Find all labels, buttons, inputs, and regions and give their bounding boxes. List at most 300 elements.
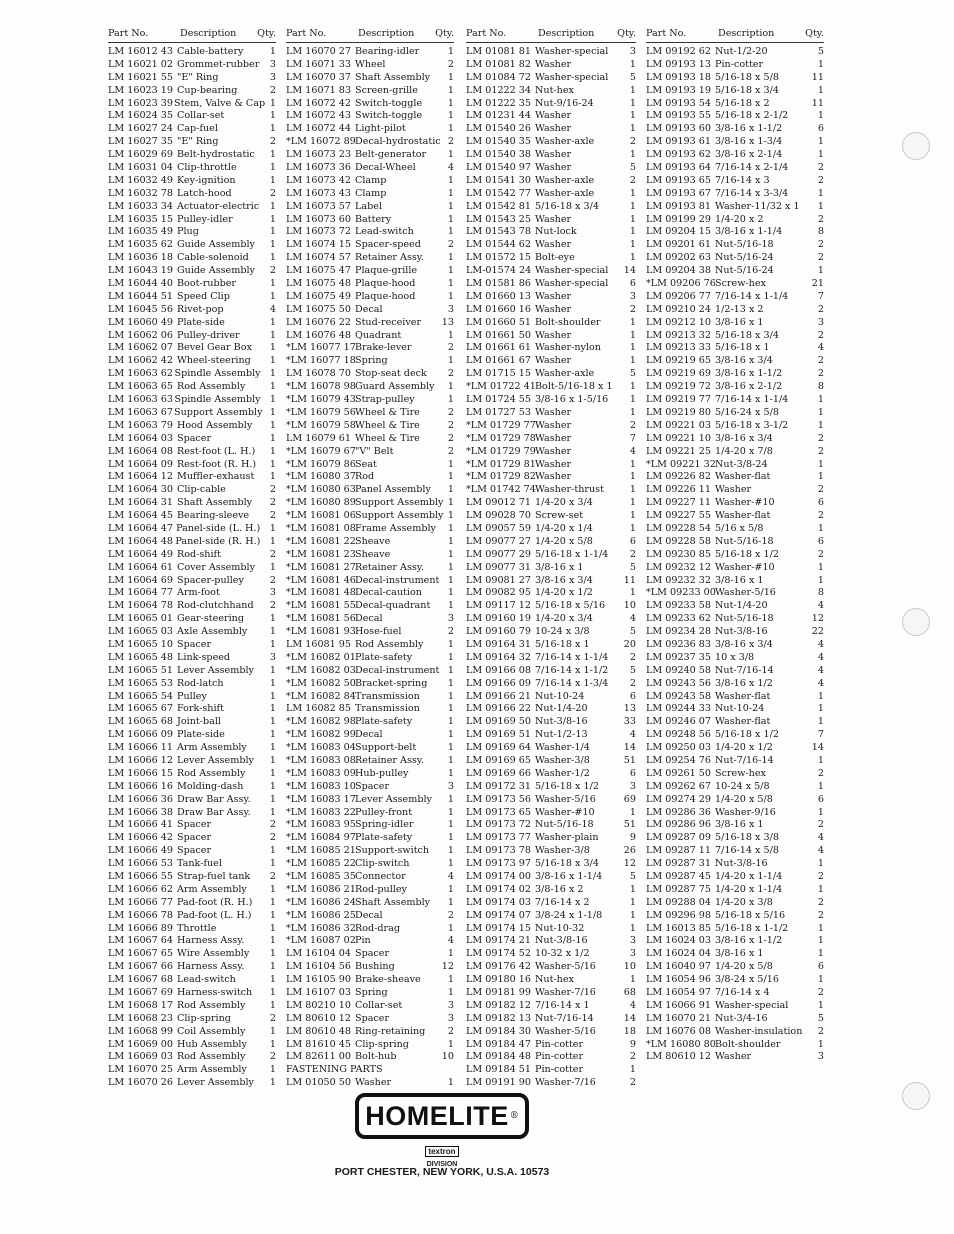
part-description: Cable-solenoid: [177, 252, 249, 264]
part-number: LM 16027 24: [108, 123, 174, 135]
part-number: LM 09206 77: [646, 290, 712, 302]
header-qty: Qty.: [435, 28, 454, 39]
part-number: LM 16071 33: [286, 58, 352, 70]
part-qty: 1: [817, 58, 824, 70]
part-number: LM 16068 99: [108, 1025, 174, 1037]
part-row: [646, 304, 824, 317]
part-number: *LM 16082 84: [286, 690, 356, 702]
part-row: [646, 910, 824, 923]
part-row: [286, 304, 454, 317]
part-number: LM 09193 65: [646, 174, 712, 186]
part-qty: 13: [441, 316, 454, 328]
part-number: LM 16065 68: [108, 716, 174, 728]
part-description: "E" Ring: [177, 136, 219, 148]
part-qty: 14: [623, 265, 636, 277]
part-description: Washer-5/16: [535, 793, 596, 805]
part-description: Pulley: [177, 690, 207, 702]
part-qty: 1: [629, 406, 636, 418]
part-qty: 1: [269, 329, 276, 341]
part-row: [466, 484, 636, 497]
part-qty: 10: [623, 600, 636, 612]
part-qty: 6: [629, 690, 636, 702]
part-qty: 1: [447, 84, 454, 96]
part-number: LM 09201 61: [646, 239, 712, 251]
part-qty: 2: [629, 303, 636, 315]
part-number: *LM 16079 58: [286, 419, 356, 431]
part-description: Strap-pulley: [355, 394, 415, 406]
part-description: Collar-set: [177, 110, 225, 122]
part-description: Arm Assembly: [177, 1064, 247, 1076]
part-number: *LM 16081 56: [286, 613, 356, 625]
part-number: *LM 16083 17: [286, 793, 356, 805]
part-qty: 6: [629, 535, 636, 547]
part-description: Nut-5/16-24: [715, 252, 774, 264]
part-number: LM 16035 15: [108, 213, 174, 225]
part-description: 1/4-20 x 5/8: [535, 535, 593, 547]
part-number: LM 01660 16: [466, 303, 532, 315]
part-row: [646, 497, 824, 510]
part-row: [286, 665, 454, 678]
part-qty: 1: [817, 999, 824, 1011]
part-qty: 3: [269, 58, 276, 70]
part-description: Rod-shift: [177, 548, 221, 560]
part-number: LM 16070 37: [286, 71, 352, 83]
part-number: LM 16067 64: [108, 935, 174, 947]
part-row: [286, 201, 454, 214]
part-row: [646, 768, 824, 781]
part-qty: 2: [817, 432, 824, 444]
part-number: LM 09274 29: [646, 793, 712, 805]
part-row: [646, 1039, 824, 1052]
part-description: 3/8-16 x 2-1/2: [715, 381, 783, 393]
part-number: LM 16021 55: [108, 71, 174, 83]
part-number: LM 09254 76: [646, 754, 712, 766]
part-description: Nut-hex: [535, 974, 574, 986]
part-description: Bolt-shoulder: [715, 1038, 781, 1050]
part-row: [646, 291, 824, 304]
part-qty: 22: [811, 626, 824, 638]
part-description: 1/4-20 x 3/4: [535, 497, 593, 509]
part-description: Clamp: [355, 187, 387, 199]
part-number: LM 09287 09: [646, 832, 712, 844]
part-qty: 8: [817, 381, 824, 393]
part-number: LM 16082 85: [286, 703, 352, 715]
part-number: LM 09243 56: [646, 677, 712, 689]
part-row: [646, 278, 824, 291]
part-number: LM 09213 33: [646, 342, 712, 354]
part-row: [286, 884, 454, 897]
part-qty: 1: [269, 471, 276, 483]
header-qty: Qty.: [257, 28, 276, 39]
part-row: [286, 987, 454, 1000]
part-row: [466, 923, 636, 936]
part-number: LM 09287 45: [646, 871, 712, 882]
part-qty: 1: [817, 716, 824, 728]
part-number: *LM 16083 10: [286, 780, 356, 792]
part-number: *LM 16086 25: [286, 909, 356, 921]
part-number: LM 09226 82: [646, 471, 712, 483]
part-row: [646, 523, 824, 536]
part-number: LM 09028 70: [466, 510, 532, 522]
part-number: LM 09173 77: [466, 832, 532, 844]
part-row: [466, 85, 636, 98]
part-description: Washer: [535, 471, 572, 483]
part-description: Decal-caution: [355, 587, 422, 599]
part-row: [108, 46, 276, 59]
part-qty: 2: [447, 239, 454, 251]
part-row: [286, 935, 454, 948]
part-qty: 5: [817, 1012, 824, 1024]
part-number: *LM 16079 67: [286, 445, 356, 457]
part-row: [286, 1039, 454, 1052]
part-description: Strap-fuel tank: [177, 871, 251, 882]
part-description: Washer-3/8: [535, 845, 590, 857]
part-row: [646, 923, 824, 936]
part-number: LM 09172 31: [466, 780, 532, 792]
part-row: [286, 716, 454, 729]
part-number: LM 16076 08: [646, 1025, 712, 1037]
part-qty: 2: [629, 419, 636, 431]
part-row: [108, 1000, 276, 1013]
part-row: [466, 884, 636, 897]
part-row: [646, 471, 824, 484]
part-qty: 4: [447, 935, 454, 947]
part-description: Decal: [355, 303, 383, 315]
part-number: LM 16073 72: [286, 226, 352, 238]
part-qty: 10: [623, 961, 636, 973]
part-qty: 1: [629, 252, 636, 264]
part-number: LM 01572 15: [466, 252, 532, 264]
part-description: 10-24 x 3/8: [535, 626, 590, 638]
part-qty: 1: [447, 97, 454, 109]
part-row: [646, 188, 824, 201]
part-row: [646, 214, 824, 227]
part-qty: 2: [269, 819, 276, 831]
part-number: LM 16066 62: [108, 883, 174, 895]
part-description: Retainer Assy.: [355, 561, 425, 573]
part-number: LM 09166 09: [466, 677, 532, 689]
part-row: [646, 1026, 824, 1039]
part-number: LM 09160 19: [466, 613, 532, 625]
part-row: [286, 639, 454, 652]
part-qty: 1: [269, 110, 276, 122]
part-description: Washer-special: [535, 46, 609, 57]
part-row: [108, 123, 276, 136]
part-number: LM 16075 49: [286, 290, 352, 302]
part-qty: 1: [447, 71, 454, 83]
part-qty: 1: [269, 742, 276, 754]
part-description: Bracket-spring: [355, 677, 428, 689]
part-number: LM 09233 62: [646, 613, 712, 625]
part-description: 3/8-16 x 1: [715, 948, 764, 960]
part-number: LM 16063 79: [108, 419, 174, 431]
part-qty: 1: [269, 948, 276, 960]
part-number: LM 09184 47: [466, 1038, 532, 1050]
part-description: Hood Assembly: [177, 419, 253, 431]
part-number: LM 80210 10: [286, 999, 352, 1011]
part-qty: 1: [269, 174, 276, 186]
part-description: Rod: [355, 471, 375, 483]
part-number: LM 09193 18: [646, 71, 712, 83]
part-description: Arm Assembly: [177, 883, 247, 895]
part-qty: 1: [447, 200, 454, 212]
part-number: LM 09296 98: [646, 909, 712, 921]
part-qty: 1: [269, 677, 276, 689]
part-qty: 1: [447, 535, 454, 547]
part-description: Arm Assembly: [177, 742, 247, 754]
part-description: Spring-idler: [355, 819, 414, 831]
part-description: Washer: [535, 458, 572, 470]
part-row: [108, 575, 276, 588]
part-number: LM 09174 00: [466, 871, 532, 882]
part-number: LM 01715 15: [466, 368, 532, 380]
part-number: LM 16076 22: [286, 316, 352, 328]
part-qty: 2: [269, 484, 276, 496]
part-number: *LM 16081 48: [286, 587, 356, 599]
part-qty: 3: [629, 46, 636, 57]
part-description: Molding-dash: [177, 780, 244, 792]
part-qty: 1: [269, 690, 276, 702]
part-number: LM 09166 08: [466, 664, 532, 676]
part-description: Hose-fuel: [355, 626, 402, 638]
part-description: Pulley-front: [355, 806, 413, 818]
part-number: LM 16073 60: [286, 213, 352, 225]
part-row: [466, 1013, 636, 1026]
part-row: [646, 239, 824, 252]
part-number: LM 09184 51: [466, 1064, 532, 1076]
part-description: Grommet-rubber: [177, 58, 260, 70]
part-row: [466, 433, 636, 446]
part-row: [286, 1077, 454, 1090]
part-description: Lever Assembly: [177, 1077, 254, 1089]
part-row: [466, 471, 636, 484]
part-number: LM 09219 72: [646, 381, 712, 393]
part-row: [466, 678, 636, 691]
part-description: Support Assembly: [355, 510, 444, 522]
part-row: [466, 755, 636, 768]
part-description: Support Assembly: [355, 497, 444, 509]
part-qty: 1: [817, 110, 824, 122]
part-row: [466, 626, 636, 639]
part-qty: 1: [447, 213, 454, 225]
part-row: [108, 536, 276, 549]
part-description: Retainer Assy.: [355, 754, 425, 766]
part-number: LM 09262 67: [646, 780, 712, 792]
part-row: [108, 742, 276, 755]
part-qty: 2: [817, 303, 824, 315]
part-qty: 1: [629, 806, 636, 818]
part-row: [646, 587, 824, 600]
part-row: [108, 755, 276, 768]
part-row: [466, 1064, 636, 1077]
part-row: [646, 1051, 824, 1064]
part-qty: 2: [269, 548, 276, 560]
part-description: Spacer: [355, 948, 390, 960]
part-description: Link-speed: [177, 651, 231, 663]
part-row: [108, 291, 276, 304]
part-description: Washer: [535, 110, 572, 122]
part-row: [286, 407, 454, 420]
part-qty: 1: [269, 561, 276, 573]
part-number: LM 16070 21: [646, 1012, 712, 1024]
part-qty: 1: [269, 394, 276, 406]
part-qty: 1: [629, 522, 636, 534]
part-description: Nut-hex: [535, 84, 574, 96]
part-description: Washer-flat: [715, 690, 771, 702]
part-row: [646, 1000, 824, 1013]
part-row: [646, 729, 824, 742]
part-row: [646, 98, 824, 111]
part-qty: 14: [623, 742, 636, 754]
part-qty: 1: [447, 793, 454, 805]
part-row: [466, 407, 636, 420]
part-description: Wheel-steering: [177, 355, 251, 367]
part-qty: 1: [447, 677, 454, 689]
part-row: [108, 510, 276, 523]
part-row: [646, 703, 824, 716]
part-qty: 1: [269, 162, 276, 174]
part-description: Washer-thrust: [535, 484, 604, 496]
part-qty: 1: [269, 445, 276, 457]
part-description: Nut-1/4-20: [535, 703, 588, 715]
part-row: [286, 858, 454, 871]
part-number: *LM 16081 55: [286, 600, 356, 612]
part-number: LM 16065 01: [108, 613, 174, 625]
part-number: *LM 16080 80: [646, 1038, 716, 1050]
part-number: LM 16073 57: [286, 200, 352, 212]
part-qty: 33: [623, 716, 636, 728]
part-qty: 14: [623, 1012, 636, 1024]
part-qty: 1: [447, 832, 454, 844]
part-description: Washer-1/2: [535, 767, 590, 779]
part-row: [466, 613, 636, 626]
part-number: *LM 16083 04: [286, 742, 356, 754]
part-qty: 1: [817, 458, 824, 470]
part-qty: 10: [441, 1051, 454, 1063]
part-qty: 1: [269, 999, 276, 1011]
part-number: LM 09169 66: [466, 767, 532, 779]
part-qty: 1: [269, 239, 276, 251]
part-row: [646, 781, 824, 794]
part-row: [466, 600, 636, 613]
part-description: Nut-1/2-13: [535, 729, 588, 741]
part-description: Rod-clutchhand: [177, 600, 254, 612]
part-description: Battery: [355, 213, 392, 225]
part-row: [466, 239, 636, 252]
part-row: [286, 136, 454, 149]
part-qty: 1: [817, 935, 824, 947]
part-description: 7/16-14 x 1-1/4: [535, 651, 609, 663]
part-row: [108, 923, 276, 936]
column-header: [466, 28, 636, 43]
part-description: Pad-foot (R. H.): [177, 896, 253, 908]
part-row: [466, 858, 636, 871]
part-description: Decal-hydrostatic: [355, 136, 441, 148]
part-number: LM 16074 57: [286, 252, 352, 264]
part-description: Speed Clip: [177, 290, 230, 302]
part-description: 5/16-18 x 1-1/4: [535, 548, 609, 560]
part-row: [108, 162, 276, 175]
part-row: [466, 149, 636, 162]
part-number: LM 16054 96: [646, 974, 712, 986]
part-number: LM 16105 90: [286, 974, 352, 986]
part-number: LM 09193 60: [646, 123, 712, 135]
part-qty: 1: [269, 716, 276, 728]
part-qty: 1: [447, 522, 454, 534]
part-description: Washer: [535, 290, 572, 302]
part-number: *LM 16083 95: [286, 819, 356, 831]
part-qty: 1: [269, 664, 276, 676]
part-number: LM-01574 24: [466, 265, 532, 277]
part-number: LM 09174 07: [466, 909, 532, 921]
part-row: [286, 613, 454, 626]
part-number: LM 01084 72: [466, 71, 532, 83]
part-description: Nut-3/4-16: [715, 1012, 768, 1024]
part-qty: 1: [817, 522, 824, 534]
part-number: LM 01544 62: [466, 239, 532, 251]
part-number: LM 16065 48: [108, 651, 174, 663]
part-description: Rod-pulley: [355, 883, 407, 895]
part-description: Clip-cable: [177, 484, 226, 496]
part-row: [286, 381, 454, 394]
part-number: LM 16072 42: [286, 97, 352, 109]
part-description: 5/16-18 x 3/4: [535, 858, 599, 870]
part-description: Washer-axle: [535, 136, 595, 148]
part-qty: 1: [447, 651, 454, 663]
part-row: [646, 652, 824, 665]
part-number: LM 80610 48: [286, 1025, 352, 1037]
part-row: [466, 72, 636, 85]
part-row: [646, 562, 824, 575]
part-qty: 5: [629, 368, 636, 380]
part-qty: 1: [447, 767, 454, 779]
homelite-logo: [355, 1093, 529, 1139]
part-row: [466, 59, 636, 72]
part-number: LM 09287 31: [646, 858, 712, 870]
part-qty: 1: [817, 858, 824, 870]
part-row: [108, 1051, 276, 1064]
part-qty: 1: [447, 754, 454, 766]
part-row: [646, 459, 824, 472]
part-row: [646, 626, 824, 639]
part-row: [466, 575, 636, 588]
part-row: [108, 587, 276, 600]
part-qty: 3: [629, 780, 636, 792]
part-row: [466, 291, 636, 304]
part-description: Plate-safety: [355, 651, 413, 663]
part-qty: 4: [817, 638, 824, 650]
part-qty: 1: [817, 703, 824, 715]
part-number: LM 16044 40: [108, 278, 174, 290]
part-qty: 1: [447, 510, 454, 522]
part-number: *LM 16081 08: [286, 522, 356, 534]
part-qty: 1: [629, 239, 636, 251]
part-qty: 1: [269, 729, 276, 741]
part-qty: 1: [269, 46, 276, 57]
part-row: [286, 974, 454, 987]
part-description: 5/16-18 x 3/4: [715, 329, 779, 341]
part-row: [108, 239, 276, 252]
part-row: [286, 330, 454, 343]
part-number: LM 16040 97: [646, 961, 712, 973]
part-row: [646, 613, 824, 626]
part-number: LM 16066 41: [108, 819, 174, 831]
header-qty: Qty.: [805, 28, 824, 39]
part-description: Panel-side (R. H.): [175, 535, 261, 547]
part-qty: 3: [269, 587, 276, 599]
part-description: 3/8-16 x 3/4: [715, 638, 773, 650]
part-number: LM 09204 15: [646, 226, 712, 238]
